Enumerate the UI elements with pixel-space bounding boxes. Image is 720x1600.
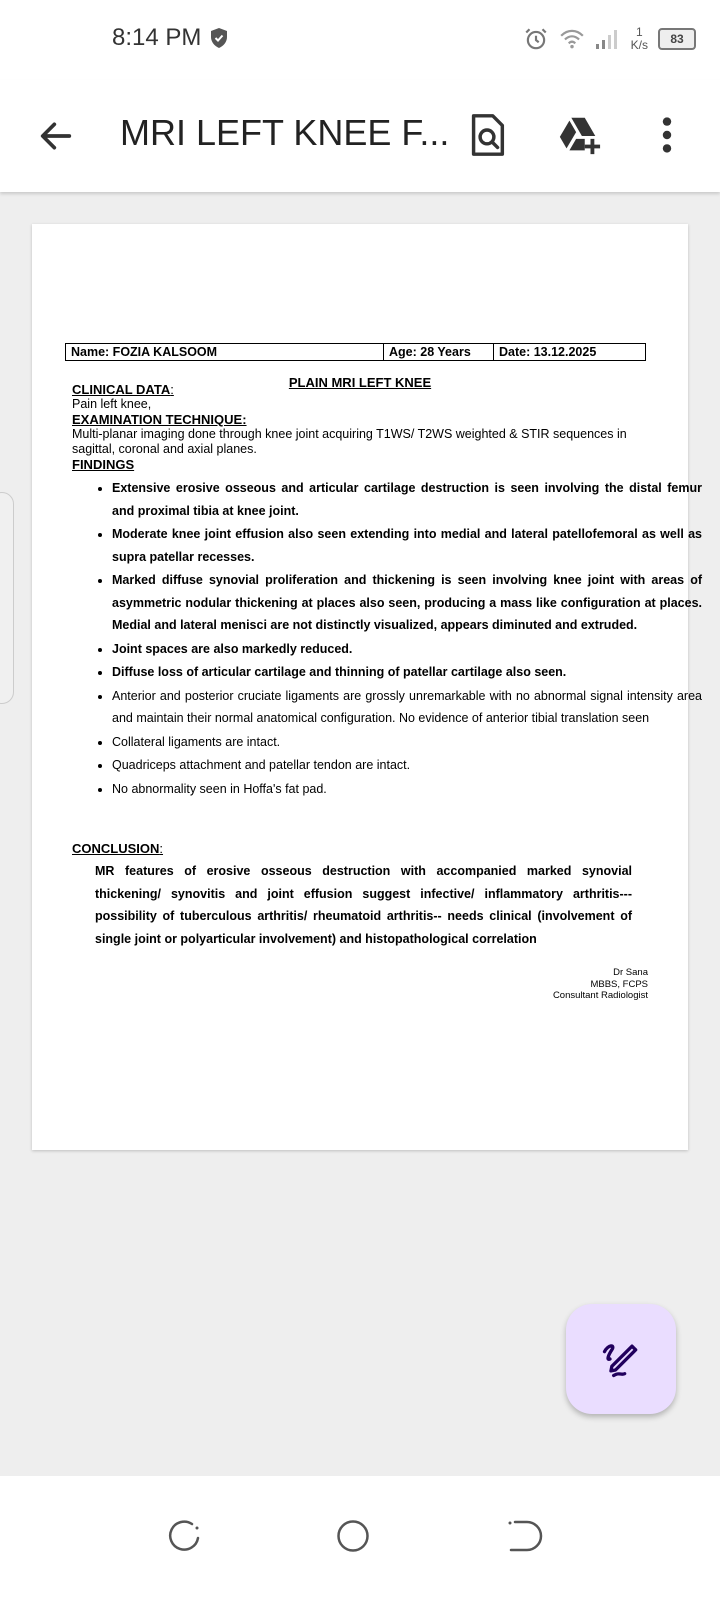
report-content bbox=[32, 224, 702, 1150]
status-bar bbox=[0, 0, 720, 80]
document-title: MRI LEFT KNEE F... bbox=[120, 112, 450, 153]
system-nav-bar bbox=[0, 1476, 720, 1600]
clock-text: 8:14 PM bbox=[112, 24, 202, 51]
signature-block bbox=[553, 967, 648, 1002]
battery-level: 83 bbox=[670, 32, 684, 46]
clinical-data-text: Pain left knee, bbox=[72, 397, 152, 411]
finding-item: • Extensive erosive osseous and articular cartilage destruction is seen involving the distal femur and proximal tibia at knee joint. bbox=[112, 477, 702, 522]
clinical-heading-text: CLINICAL DATA bbox=[72, 382, 171, 397]
status-icons bbox=[523, 26, 696, 52]
wifi-icon bbox=[559, 28, 585, 50]
edit-fab-button[interactable] bbox=[566, 1304, 676, 1414]
edit-pen-icon bbox=[599, 1337, 643, 1381]
status-time bbox=[112, 24, 231, 52]
signature-degrees: MBBS, FCPS bbox=[590, 978, 648, 990]
technique-heading: EXAMINATION TECHNIQUE: bbox=[72, 412, 247, 427]
arrow-back-icon[interactable] bbox=[36, 116, 76, 156]
report-date: Date: 13.12.2025 bbox=[499, 345, 597, 359]
patient-age: Age: 28 Years bbox=[384, 344, 494, 360]
finding-item: • Moderate knee joint effusion also seen extending into medial and lateral patellofemoral as well as supra patellar recesses. bbox=[112, 523, 702, 568]
finding-item: • Quadriceps attachment and patellar tendon are intact. bbox=[112, 754, 702, 777]
app-bar bbox=[0, 80, 720, 192]
shield-icon bbox=[207, 26, 231, 50]
document-page bbox=[32, 224, 702, 1150]
conclusion-colon: : bbox=[159, 841, 164, 856]
finding-item: • Joint spaces are also markedly reduced. bbox=[112, 638, 702, 661]
findings-heading: FINDINGS bbox=[72, 457, 135, 472]
battery-indicator bbox=[658, 28, 696, 50]
signal-icon bbox=[595, 28, 621, 50]
signature-name: Dr Sana bbox=[613, 967, 648, 978]
find-in-document-icon[interactable] bbox=[464, 112, 510, 158]
recent-apps-icon[interactable] bbox=[164, 1516, 204, 1556]
more-vert-icon[interactable] bbox=[644, 112, 690, 158]
finding-item: • Marked diffuse synovial proliferation and thickening is seen involving knee joint with areas of asymmetric nodular thickening at places also seen, producing a mass like configuration at places. Medial and lateral menisci are not distinctly visualized, appears diminuted and extruded. bbox=[112, 569, 702, 637]
net-speed-value: 1 bbox=[635, 25, 643, 39]
finding-item: • Anterior and posterior cruciate ligaments are grossly unremarkable with no abnormal signal intensity area and maintain their normal anatomical configuration. No evidence of anterior tibial translation seen bbox=[112, 685, 702, 730]
signature-role: Consultant Radiologist bbox=[552, 990, 648, 1001]
findings-list bbox=[72, 477, 702, 801]
finding-item: • No abnormality seen in Hoffa's fat pad. bbox=[112, 778, 702, 801]
finding-item: • Collateral ligaments are intact. bbox=[112, 731, 702, 754]
net-speed bbox=[631, 26, 648, 52]
net-speed-unit: K/s bbox=[630, 38, 648, 52]
conclusion-heading bbox=[72, 841, 163, 856]
report-title: PLAIN MRI LEFT KNEE bbox=[288, 375, 432, 390]
clinical-data-heading bbox=[72, 382, 174, 397]
back-nav-icon[interactable] bbox=[503, 1516, 543, 1556]
conclusion-heading-text: CONCLUSION bbox=[72, 841, 160, 856]
add-to-drive-icon[interactable] bbox=[556, 112, 602, 158]
clinical-colon: : bbox=[170, 382, 174, 397]
edge-panel-handle[interactable] bbox=[0, 492, 14, 704]
technique-text: Multi-planar imaging done through knee joint acquiring T1WS/ T2WS weighted & STIR sequences in sagittal, coronal and axial planes. bbox=[72, 427, 627, 456]
alarm-icon bbox=[523, 26, 549, 52]
patient-name: Name: FOZIA KALSOOM bbox=[66, 344, 384, 360]
home-icon[interactable] bbox=[333, 1516, 373, 1556]
conclusion-text: MR features of erosive osseous destruction with accompanied marked synovial thickening/ synovitis and joint effusion suggest infective/ inflammatory arthritis---possibility of tuberculous arthritis/ rheumatoid arthritis-- needs clinical (involvement of single joint or polyarticular involvement) and histopathological correlation bbox=[95, 864, 632, 946]
finding-item: • Diffuse loss of articular cartilage and thinning of patellar cartilage also seen. bbox=[112, 661, 702, 684]
patient-info-table bbox=[65, 343, 646, 361]
